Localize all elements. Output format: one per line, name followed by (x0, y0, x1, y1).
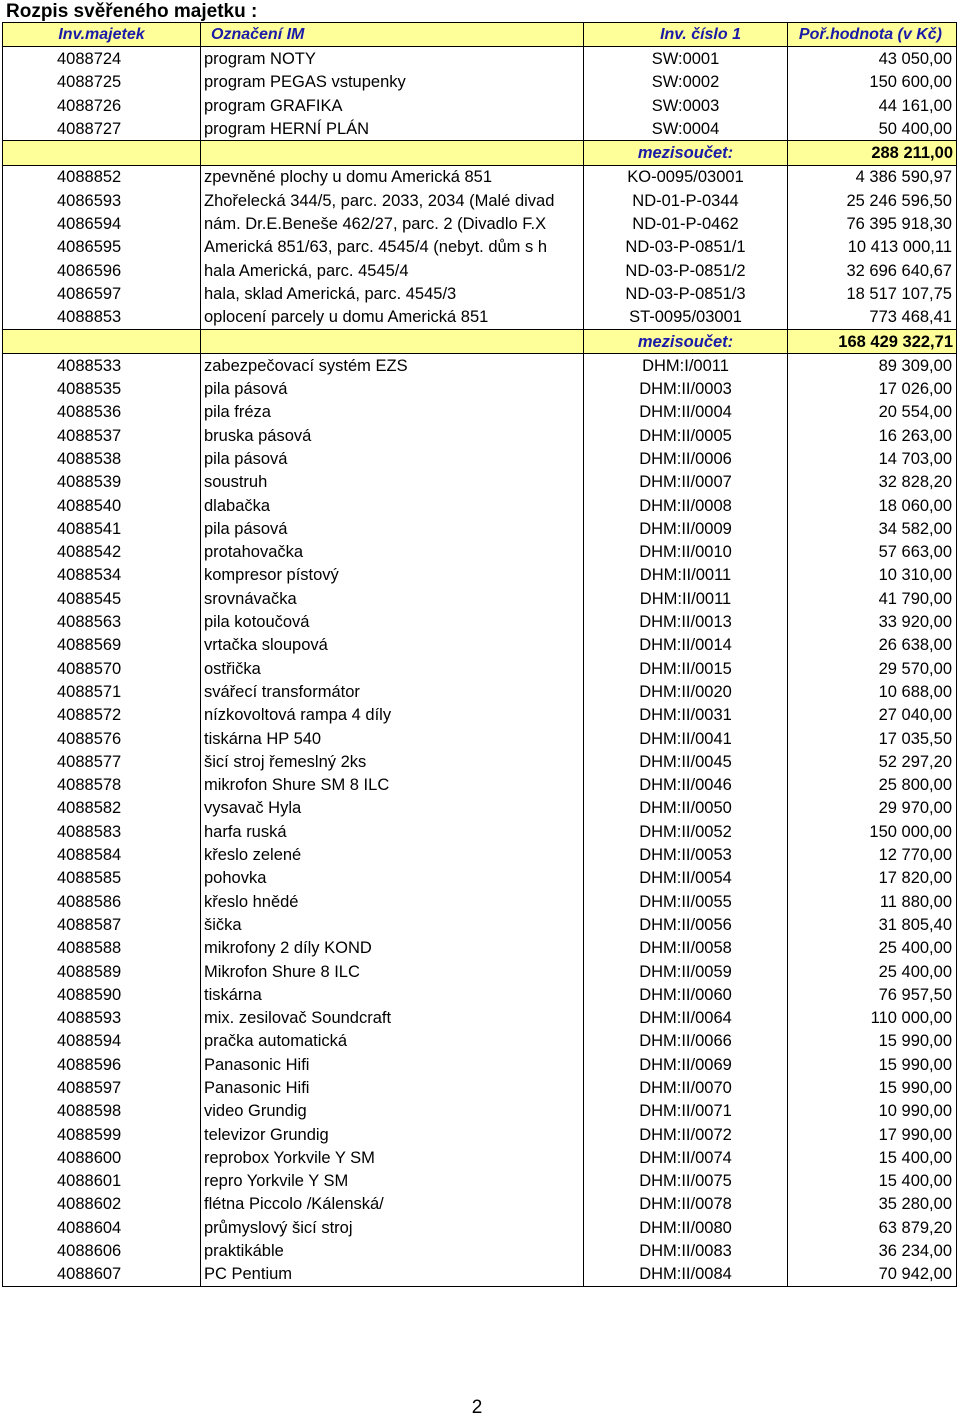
inv-majetek-cell: 4088572 (3, 704, 201, 727)
inv-majetek-cell: 4088599 (3, 1123, 201, 1146)
inv-cislo-cell: ND-03-P-0851/1 (584, 236, 788, 259)
inv-cislo-cell: SW:0004 (584, 117, 788, 141)
por-hodnota-cell: 29 970,00 (788, 797, 957, 820)
inv-majetek-cell: 4088593 (3, 1006, 201, 1029)
inv-cislo-cell: DHM:II/0011 (584, 564, 788, 587)
inv-cislo-cell: DHM:II/0070 (584, 1076, 788, 1099)
por-hodnota-cell: 44 161,00 (788, 94, 957, 117)
inv-cislo-cell: DHM:II/0053 (584, 843, 788, 866)
table-row (3, 1076, 957, 1099)
subtotal-row (3, 329, 957, 353)
inv-majetek-cell: 4088578 (3, 774, 201, 797)
table-row (3, 1216, 957, 1239)
inv-majetek-cell: 4088534 (3, 564, 201, 587)
por-hodnota-cell: 17 990,00 (788, 1123, 957, 1146)
por-hodnota-cell: 110 000,00 (788, 1006, 957, 1029)
table-row (3, 634, 957, 657)
inv-cislo-cell: DHM:II/0074 (584, 1146, 788, 1169)
table-row (3, 890, 957, 913)
inv-cislo-cell: DHM:II/0031 (584, 704, 788, 727)
table-row (3, 797, 957, 820)
por-hodnota-cell: 17 026,00 (788, 377, 957, 400)
por-hodnota-cell: 26 638,00 (788, 634, 957, 657)
table-row (3, 354, 957, 378)
subtotal-blank-cell (201, 141, 584, 165)
table-row (3, 704, 957, 727)
table-row (3, 212, 957, 235)
inv-majetek-cell: 4088586 (3, 890, 201, 913)
table-row (3, 189, 957, 212)
por-hodnota-cell: 15 990,00 (788, 1076, 957, 1099)
oznaceni-cell: vrtačka sloupová (201, 634, 584, 657)
table-row (3, 1146, 957, 1169)
table-row (3, 727, 957, 750)
table-row (3, 282, 957, 305)
subtotal-label: mezisoučet: (584, 329, 788, 353)
oznaceni-cell: program PEGAS vstupenky (201, 71, 584, 94)
inv-cislo-cell: KO-0095/03001 (584, 165, 788, 189)
inv-majetek-cell: 4086595 (3, 236, 201, 259)
table-row (3, 517, 957, 540)
inv-cislo-cell: DHM:II/0059 (584, 960, 788, 983)
table-row (3, 541, 957, 564)
oznaceni-cell: hala, sklad Americká, parc. 4545/3 (201, 282, 584, 305)
inv-cislo-cell: DHM:II/0060 (584, 983, 788, 1006)
table-row (3, 587, 957, 610)
por-hodnota-cell: 150 000,00 (788, 820, 957, 843)
por-hodnota-cell: 50 400,00 (788, 117, 957, 141)
subtotal-label: mezisoučet: (584, 141, 788, 165)
table-row (3, 960, 957, 983)
inv-majetek-cell: 4088539 (3, 471, 201, 494)
inv-cislo-cell: DHM:II/0084 (584, 1263, 788, 1287)
inv-majetek-cell: 4086597 (3, 282, 201, 305)
por-hodnota-cell: 18 060,00 (788, 494, 957, 517)
por-hodnota-cell: 52 297,20 (788, 750, 957, 773)
table-row (3, 47, 957, 71)
oznaceni-cell: průmyslový šicí stroj (201, 1216, 584, 1239)
por-hodnota-cell: 57 663,00 (788, 541, 957, 564)
oznaceni-cell: flétna Piccolo /Kálenská/ (201, 1193, 584, 1216)
subtotal-blank-cell (3, 141, 201, 165)
por-hodnota-cell: 32 696 640,67 (788, 259, 957, 282)
oznaceni-cell: mix. zesilovač Soundcraft (201, 1006, 584, 1029)
inv-majetek-cell: 4088852 (3, 165, 201, 189)
inv-majetek-cell: 4088571 (3, 680, 201, 703)
table-row (3, 913, 957, 936)
inv-majetek-cell: 4088602 (3, 1193, 201, 1216)
subtotal-blank-cell (201, 329, 584, 353)
oznaceni-cell: pračka automatická (201, 1030, 584, 1053)
table-row (3, 564, 957, 587)
inv-majetek-cell: 4088569 (3, 634, 201, 657)
table-row (3, 94, 957, 117)
por-hodnota-cell: 15 990,00 (788, 1053, 957, 1076)
por-hodnota-cell: 34 582,00 (788, 517, 957, 540)
inv-majetek-cell: 4086594 (3, 212, 201, 235)
inv-majetek-cell: 4088727 (3, 117, 201, 141)
inv-cislo-cell: DHM:II/0020 (584, 680, 788, 703)
oznaceni-cell: nízkovoltová rampa 4 díly (201, 704, 584, 727)
table-row (3, 1006, 957, 1029)
oznaceni-cell: pila fréza (201, 401, 584, 424)
subtotal-row (3, 141, 957, 165)
table-row (3, 471, 957, 494)
oznaceni-cell: bruska pásová (201, 424, 584, 447)
oznaceni-cell: zabezpečovací systém EZS (201, 354, 584, 378)
oznaceni-cell: mikrofon Shure SM 8 ILC (201, 774, 584, 797)
oznaceni-cell: televizor Grundig (201, 1123, 584, 1146)
inv-cislo-cell: ST-0095/03001 (584, 306, 788, 330)
oznaceni-cell: program NOTY (201, 47, 584, 71)
inv-majetek-cell: 4088725 (3, 71, 201, 94)
oznaceni-cell: křeslo zelené (201, 843, 584, 866)
inv-majetek-cell: 4088583 (3, 820, 201, 843)
inv-majetek-cell: 4088607 (3, 1263, 201, 1287)
por-hodnota-cell: 4 386 590,97 (788, 165, 957, 189)
inv-majetek-cell: 4088598 (3, 1100, 201, 1123)
por-hodnota-cell: 10 990,00 (788, 1100, 957, 1123)
por-hodnota-cell: 14 703,00 (788, 447, 957, 470)
oznaceni-cell: repro Yorkvile Y SM (201, 1170, 584, 1193)
inv-majetek-cell: 4088541 (3, 517, 201, 540)
por-hodnota-cell: 41 790,00 (788, 587, 957, 610)
inv-cislo-cell: DHM:II/0083 (584, 1239, 788, 1262)
table-row (3, 820, 957, 843)
oznaceni-cell: pila kotoučová (201, 610, 584, 633)
oznaceni-cell: nám. Dr.E.Beneše 462/27, parc. 2 (Divadlo F.X (201, 212, 584, 235)
oznaceni-cell: svářecí transformátor (201, 680, 584, 703)
table-row (3, 1170, 957, 1193)
oznaceni-cell: pohovka (201, 867, 584, 890)
por-hodnota-cell: 27 040,00 (788, 704, 957, 727)
por-hodnota-cell: 31 805,40 (788, 913, 957, 936)
por-hodnota-cell: 11 880,00 (788, 890, 957, 913)
oznaceni-cell: tiskárna HP 540 (201, 727, 584, 750)
oznaceni-cell: srovnávačka (201, 587, 584, 610)
table-header-row (3, 23, 957, 47)
table-row (3, 401, 957, 424)
inv-cislo-cell: DHM:II/0050 (584, 797, 788, 820)
por-hodnota-cell: 15 400,00 (788, 1170, 957, 1193)
por-hodnota-cell: 25 246 596,50 (788, 189, 957, 212)
inv-cislo-cell: DHM:II/0007 (584, 471, 788, 494)
table-row (3, 610, 957, 633)
por-hodnota-cell: 18 517 107,75 (788, 282, 957, 305)
oznaceni-cell: Americká 851/63, parc. 4545/4 (nebyt. dům s h (201, 236, 584, 259)
inv-cislo-cell: DHM:II/0011 (584, 587, 788, 610)
inv-majetek-cell: 4088533 (3, 354, 201, 378)
oznaceni-cell: kompresor pístový (201, 564, 584, 587)
inv-majetek-cell: 4086596 (3, 259, 201, 282)
table-row (3, 447, 957, 470)
inv-cislo-cell: DHM:II/0055 (584, 890, 788, 913)
oznaceni-cell: křeslo hnědé (201, 890, 584, 913)
por-hodnota-cell: 36 234,00 (788, 1239, 957, 1262)
oznaceni-cell: dlabačka (201, 494, 584, 517)
inv-cislo-cell: DHM:II/0004 (584, 401, 788, 424)
inv-majetek-cell: 4088536 (3, 401, 201, 424)
subtotal-value: 168 429 322,71 (788, 329, 957, 353)
inv-majetek-cell: 4088589 (3, 960, 201, 983)
table-row (3, 657, 957, 680)
inv-majetek-cell: 4088594 (3, 1030, 201, 1053)
table-row (3, 1100, 957, 1123)
oznaceni-cell: video Grundig (201, 1100, 584, 1123)
por-hodnota-cell: 33 920,00 (788, 610, 957, 633)
por-hodnota-cell: 10 688,00 (788, 680, 957, 703)
oznaceni-cell: protahovačka (201, 541, 584, 564)
inv-majetek-cell: 4088584 (3, 843, 201, 866)
page-title: Rozpis svěřeného majetku : (6, 1, 258, 22)
inv-cislo-cell: DHM:II/0058 (584, 937, 788, 960)
por-hodnota-cell: 32 828,20 (788, 471, 957, 494)
inv-majetek-cell: 4088563 (3, 610, 201, 633)
inv-cislo-cell: DHM:II/0052 (584, 820, 788, 843)
inv-cislo-cell: SW:0003 (584, 94, 788, 117)
por-hodnota-cell: 25 400,00 (788, 960, 957, 983)
subtotal-value: 288 211,00 (788, 141, 957, 165)
oznaceni-cell: mikrofony 2 díly KOND (201, 937, 584, 960)
table-row (3, 680, 957, 703)
oznaceni-cell: praktikáble (201, 1239, 584, 1262)
oznaceni-cell: ostřička (201, 657, 584, 680)
table-row (3, 1263, 957, 1287)
oznaceni-cell: Mikrofon Shure 8 ILC (201, 960, 584, 983)
por-hodnota-cell: 17 820,00 (788, 867, 957, 890)
inv-majetek-cell: 4088542 (3, 541, 201, 564)
inv-cislo-cell: DHM:II/0013 (584, 610, 788, 633)
por-hodnota-cell: 15 400,00 (788, 1146, 957, 1169)
inv-cislo-cell: DHM:II/0045 (584, 750, 788, 773)
inv-majetek-cell: 4088585 (3, 867, 201, 890)
inv-cislo-cell: ND-01-P-0344 (584, 189, 788, 212)
por-hodnota-cell: 25 400,00 (788, 937, 957, 960)
inv-cislo-cell: DHM:II/0056 (584, 913, 788, 936)
inv-majetek-cell: 4088596 (3, 1053, 201, 1076)
inv-cislo-cell: DHM:II/0071 (584, 1100, 788, 1123)
inv-majetek-cell: 4088588 (3, 937, 201, 960)
por-hodnota-cell: 150 600,00 (788, 71, 957, 94)
table-row (3, 1123, 957, 1146)
inv-cislo-cell: DHM:II/0046 (584, 774, 788, 797)
subtotal-blank-cell (3, 329, 201, 353)
inv-majetek-cell: 4088538 (3, 447, 201, 470)
page-number: 2 (471, 1397, 483, 1418)
inv-majetek-cell: 4088576 (3, 727, 201, 750)
por-hodnota-cell: 17 035,50 (788, 727, 957, 750)
inv-majetek-cell: 4088577 (3, 750, 201, 773)
por-hodnota-cell: 12 770,00 (788, 843, 957, 866)
inv-majetek-cell: 4088601 (3, 1170, 201, 1193)
oznaceni-cell: program GRAFIKA (201, 94, 584, 117)
table-body (3, 47, 957, 1287)
oznaceni-cell: zpevněné plochy u domu Americká 851 (201, 165, 584, 189)
por-hodnota-cell: 20 554,00 (788, 401, 957, 424)
table-row (3, 306, 957, 330)
inv-cislo-cell: DHM:II/0080 (584, 1216, 788, 1239)
inv-majetek-cell: 4088726 (3, 94, 201, 117)
inv-cislo-cell: SW:0001 (584, 47, 788, 71)
table-row (3, 236, 957, 259)
inv-cislo-cell: DHM:II/0008 (584, 494, 788, 517)
table-row (3, 937, 957, 960)
inv-cislo-cell: DHM:I/0011 (584, 354, 788, 378)
inv-cislo-cell: ND-03-P-0851/2 (584, 259, 788, 282)
oznaceni-cell: program HERNÍ PLÁN (201, 117, 584, 141)
inv-cislo-cell: DHM:II/0006 (584, 447, 788, 470)
inv-cislo-cell: DHM:II/0015 (584, 657, 788, 680)
inv-cislo-cell: DHM:II/0014 (584, 634, 788, 657)
inv-cislo-cell: DHM:II/0075 (584, 1170, 788, 1193)
por-hodnota-cell: 25 800,00 (788, 774, 957, 797)
oznaceni-cell: harfa ruská (201, 820, 584, 843)
table-row (3, 377, 957, 400)
inv-cislo-cell: DHM:II/0064 (584, 1006, 788, 1029)
table-row (3, 1239, 957, 1262)
por-hodnota-cell: 63 879,20 (788, 1216, 957, 1239)
table-row (3, 259, 957, 282)
oznaceni-cell: tiskárna (201, 983, 584, 1006)
inv-cislo-cell: DHM:II/0003 (584, 377, 788, 400)
inv-majetek-cell: 4088535 (3, 377, 201, 400)
inv-cislo-cell: DHM:II/0054 (584, 867, 788, 890)
inv-cislo-cell: DHM:II/0041 (584, 727, 788, 750)
inv-majetek-cell: 4088606 (3, 1239, 201, 1262)
table-row (3, 117, 957, 141)
inv-cislo-cell: DHM:II/0005 (584, 424, 788, 447)
oznaceni-cell: pila pásová (201, 377, 584, 400)
oznaceni-cell: šicí stroj řemeslný 2ks (201, 750, 584, 773)
column-header-oznaceni: Označení IM (201, 23, 584, 47)
inv-majetek-cell: 4088570 (3, 657, 201, 680)
asset-table (2, 22, 957, 1287)
table-row (3, 774, 957, 797)
oznaceni-cell: oplocení parcely u domu Americká 851 (201, 306, 584, 330)
inv-majetek-cell: 4088545 (3, 587, 201, 610)
inv-cislo-cell: SW:0002 (584, 71, 788, 94)
table-row (3, 1193, 957, 1216)
inv-cislo-cell: DHM:II/0078 (584, 1193, 788, 1216)
table-row (3, 165, 957, 189)
oznaceni-cell: pila pásová (201, 447, 584, 470)
inv-cislo-cell: ND-03-P-0851/3 (584, 282, 788, 305)
oznaceni-cell: Panasonic Hifi (201, 1076, 584, 1099)
table-row (3, 983, 957, 1006)
oznaceni-cell: Panasonic Hifi (201, 1053, 584, 1076)
inv-cislo-cell: ND-01-P-0462 (584, 212, 788, 235)
table-row (3, 424, 957, 447)
por-hodnota-cell: 35 280,00 (788, 1193, 957, 1216)
inv-majetek-cell: 4088582 (3, 797, 201, 820)
table-row (3, 1053, 957, 1076)
por-hodnota-cell: 89 309,00 (788, 354, 957, 378)
oznaceni-cell: vysavač Hyla (201, 797, 584, 820)
oznaceni-cell: reprobox Yorkvile Y SM (201, 1146, 584, 1169)
inv-majetek-cell: 4088604 (3, 1216, 201, 1239)
table-row (3, 1030, 957, 1053)
inv-majetek-cell: 4088590 (3, 983, 201, 1006)
por-hodnota-cell: 76 395 918,30 (788, 212, 957, 235)
table-row (3, 867, 957, 890)
oznaceni-cell: hala Americká, parc. 4545/4 (201, 259, 584, 282)
inv-majetek-cell: 4088600 (3, 1146, 201, 1169)
por-hodnota-cell: 76 957,50 (788, 983, 957, 1006)
por-hodnota-cell: 29 570,00 (788, 657, 957, 680)
por-hodnota-cell: 10 310,00 (788, 564, 957, 587)
inv-majetek-cell: 4088853 (3, 306, 201, 330)
table-row (3, 843, 957, 866)
oznaceni-cell: šička (201, 913, 584, 936)
oznaceni-cell: Zhořelecká 344/5, parc. 2033, 2034 (Malé divad (201, 189, 584, 212)
inv-cislo-cell: DHM:II/0066 (584, 1030, 788, 1053)
oznaceni-cell: pila pásová (201, 517, 584, 540)
inv-majetek-cell: 4088537 (3, 424, 201, 447)
table-row (3, 71, 957, 94)
inv-majetek-cell: 4086593 (3, 189, 201, 212)
oznaceni-cell: PC Pentium (201, 1263, 584, 1287)
por-hodnota-cell: 43 050,00 (788, 47, 957, 71)
column-header-inv-majetek: Inv.majetek (3, 23, 201, 47)
inv-majetek-cell: 4088540 (3, 494, 201, 517)
inv-cislo-cell: DHM:II/0069 (584, 1053, 788, 1076)
inv-cislo-cell: DHM:II/0010 (584, 541, 788, 564)
table-row (3, 494, 957, 517)
inv-cislo-cell: DHM:II/0072 (584, 1123, 788, 1146)
por-hodnota-cell: 773 468,41 (788, 306, 957, 330)
inv-majetek-cell: 4088587 (3, 913, 201, 936)
por-hodnota-cell: 10 413 000,11 (788, 236, 957, 259)
oznaceni-cell: soustruh (201, 471, 584, 494)
column-header-inv-cislo: Inv. číslo 1 (584, 23, 788, 47)
por-hodnota-cell: 15 990,00 (788, 1030, 957, 1053)
inv-majetek-cell: 4088597 (3, 1076, 201, 1099)
inv-cislo-cell: DHM:II/0009 (584, 517, 788, 540)
inv-majetek-cell: 4088724 (3, 47, 201, 71)
por-hodnota-cell: 70 942,00 (788, 1263, 957, 1287)
por-hodnota-cell: 16 263,00 (788, 424, 957, 447)
column-header-por-hodnota: Poř.hodnota (v Kč) (788, 23, 957, 47)
table-row (3, 750, 957, 773)
